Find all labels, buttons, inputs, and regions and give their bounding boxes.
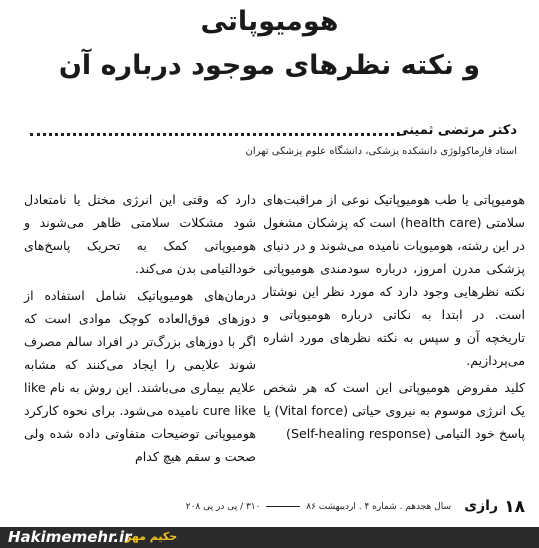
serial-number: ۳۱۰ / پی در پی ۲۰۸: [185, 502, 261, 512]
issue-details: سال هجدهم . شماره ۴ . اردیبهشت ۸۶: [306, 502, 451, 512]
issue-info: [186, 502, 451, 512]
author-name: دکتر مرتضی ثمینی: [395, 123, 517, 138]
footer-rule: [266, 506, 300, 507]
watermark-site: Hakimemehr.ir: [8, 528, 132, 546]
paragraph: درمان‌های هومیوپاتیک شامل استفاده از دوزهای فوق‌العاده کوچک موادی است که اگر با دوزهای بزرگ‌تر در افراد سالم مصرف شوند علایمی را ایجاد می‌کنند که مشابه علایم بیماری می‌باشند. این روش به نام like cure like نامیده می‌شود. برای نحوه کارکرد هومیوپاتی توضیحات متفاوتی داده شده ولی صحت و سقم هیچ کدام: [24, 288, 256, 464]
article-column-left: [24, 188, 256, 468]
page-footer: [135, 497, 525, 519]
paragraph: هومیوپاتی یا طب هومیوپاتیک نوعی از مراقبت‌های سلامتی (health care) است که پزشکان مشغول در این رشته، هومیوپات نامیده می‌شوند و در دنیای پزشکی مدرن امروز، درباره سودمندی هومیوپاتی نکته نظرهایی وجود دارد که مورد نظر این نوشتار است. در ابتدا به نکاتی درباره هومیوپاتی و تاریخچه آن و سپس به نکته نظرهای مورد اشاره می‌پردازیم.: [263, 192, 525, 368]
article-title-line-2: و نکته نظرهای موجود درباره آن: [58, 50, 481, 81]
page-number: ۱۸: [504, 497, 525, 517]
dotted-divider: [30, 133, 400, 136]
article-column-right: [263, 188, 525, 445]
author-affiliation: استاد فارماکولوژی دانشکده پزشکی، دانشگاه علوم پزشکی تهران: [245, 146, 517, 157]
magazine-name: رازی: [464, 498, 498, 514]
article-title-line-1: هومیوپاتی: [200, 6, 339, 37]
paragraph: کلید مفروض هومیوپاتی این است که هر شخص یک انرژی موسوم به نیروی حیاتی (Vital force) یا پاسخ خود التیامی (Self-healing response): [263, 380, 525, 441]
paragraph: دارد که وقتی این انرژی مختل یا نامتعادل شود مشکلات سلامتی ظاهر می‌شوند و هومیوپاتی کمک به تحریک پاسخ‌های خودالتیامی بدن می‌کند.: [24, 192, 256, 276]
watermark-name: حکیم مهر: [125, 530, 178, 543]
